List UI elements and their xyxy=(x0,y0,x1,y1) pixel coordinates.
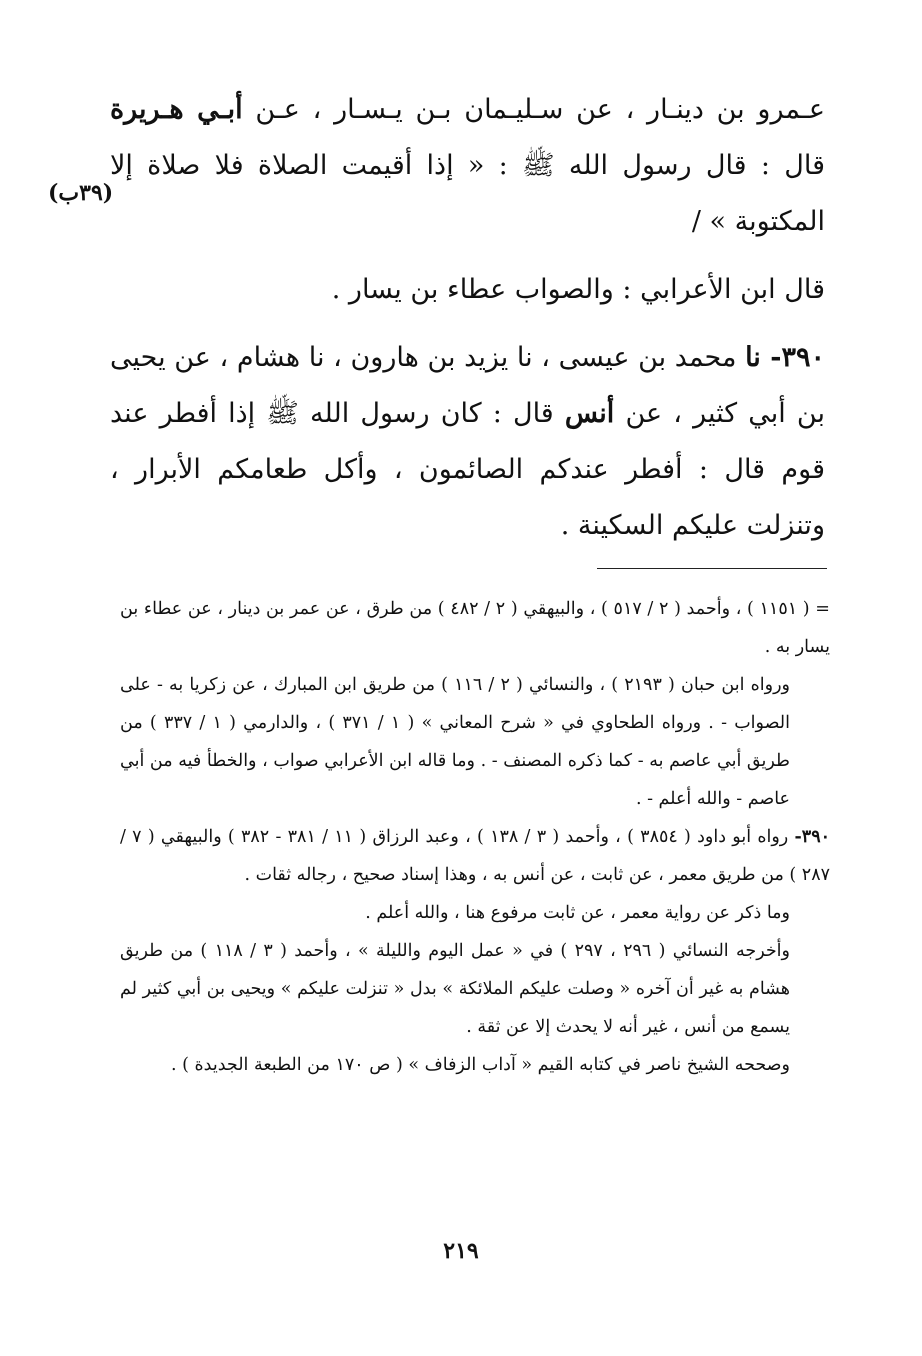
footnote-continuation: = ( ١١٥١ ) ، وأحمد ( ٢ / ٥١٧ ) ، والبيهقي ( ٢ / ٤٨٢ ) من طرق ، عن عمر بن دينار ، عن عطاء بن يسار به . xyxy=(120,599,830,657)
paragraph-hadith-390 xyxy=(110,330,825,554)
text-segment: عـمرو بن دينـار ، عن سـليـمان بـن يـسـار ، عـن xyxy=(242,94,825,125)
footnote-number: ٣٩٠- xyxy=(794,827,830,847)
manuscript-folio-marker: (٣٩ب) xyxy=(48,180,114,206)
text-segment: قال : قال رسول الله ﷺ : « إذا أقيمت الصلاة فلا صلاة إلا المكتوبة » / xyxy=(110,150,825,237)
footnote-paragraph: ورواه ابن حبان ( ٢١٩٣ ) ، والنسائي ( ٢ / ١١٦ ) من طريق ابن المبارك ، عن زكريا به - على الصواب - . ورواه الطحاوي في « شرح المعاني » ( ١ / ٣٧١ ) ، والدارمي ( ١ / ٣٣٧ ) من طريق أبي عاصم به - كما ذكره المصنف - . وما قاله ابن الأعرابي صواب ، والخطأ فيه من أبي عاصم - والله أعلم - . xyxy=(120,675,790,809)
footnote-paragraph: وصححه الشيخ ناصر في كتابه القيم « آداب الزفاف » ( ص ١٧٠ من الطبعة الجديدة ) . xyxy=(170,1055,790,1075)
main-text xyxy=(110,82,825,566)
footnote-separator xyxy=(597,568,827,569)
footnote-paragraph: وأخرجه النسائي ( ٢٩٦ ، ٢٩٧ ) في « عمل اليوم والليلة » ، وأحمد ( ٣ / ١١٨ ) من طريق هشام به غير أن آخره « وصلت عليكم الملائكة » بدل « تنزلت عليكم » ويحيى بن أبي كثير لم يسمع من أنس ، غير أنه لا يحدث إلا عن ثقة . xyxy=(120,941,790,1037)
paragraph-ibn-alarabi-note: قال ابن الأعرابي : والصواب عطاء بن يسار . xyxy=(331,274,825,305)
narrator-name: أنس xyxy=(564,398,615,429)
footnote-paragraph: وما ذكر عن رواية معمر ، عن ثابت مرفوع هنا ، والله أعلم . xyxy=(365,903,790,923)
page-number: ٢١٩ xyxy=(443,1238,479,1264)
footnote-390 xyxy=(120,818,830,894)
text-segment: قال : كان رسول الله ﷺ إذا أفطر عند قوم قال : أفطر عندكم الصائمون ، وأكل طعامكم الأبرار ، وتنزلت عليكم السكينة . xyxy=(110,398,825,541)
hadith-number: ٣٩٠- نا xyxy=(745,342,825,373)
paragraph-hadith-389-end xyxy=(110,82,825,250)
footnotes xyxy=(120,590,830,1084)
narrator-name: أبـي هـريرة xyxy=(110,94,243,125)
text-segment: محمد بن عيسى ، نا يزيد بن هارون ، نا هشام ، عن يحيى بن أبي كثير ، عن xyxy=(110,342,825,429)
footnote-text: رواه أبو داود ( ٣٨٥٤ ) ، وأحمد ( ٣ / ١٣٨ ) ، وعبد الرزاق ( ١١ / ٣٨١ - ٣٨٢ ) والبيهقي ( ٧ / ٢٨٧ ) من طريق معمر ، عن ثابت ، عن أنس به ، وهذا إسناد صحيح ، رجاله ثقات . xyxy=(120,827,830,885)
